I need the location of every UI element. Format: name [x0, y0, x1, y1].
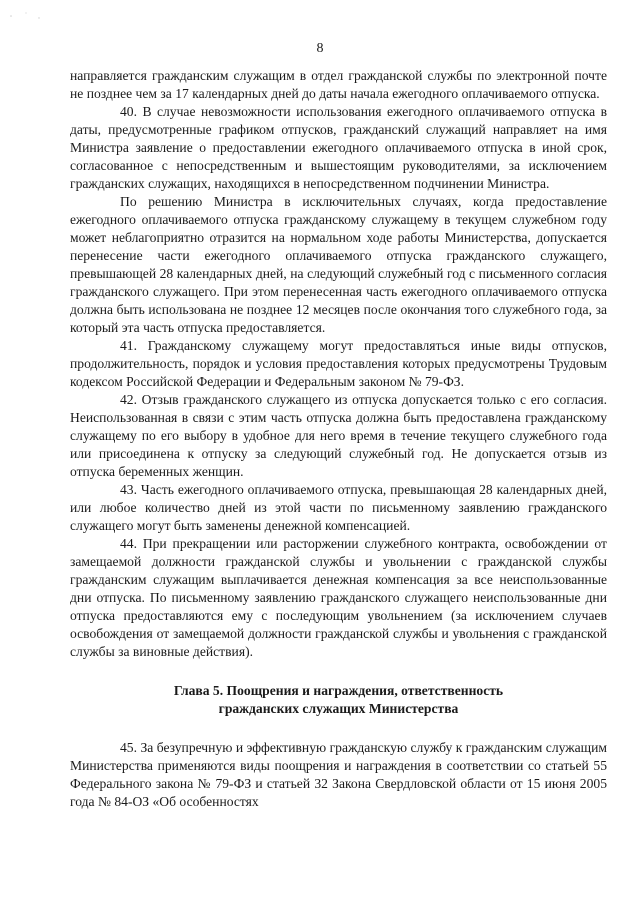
- chapter-heading-line-1: Глава 5. Поощрения и награждения, ответственность: [173, 683, 504, 698]
- document-body: [70, 67, 607, 811]
- paragraph-40-minister-decision: По решению Министра в исключительных случаях, когда предоставление ежегодного оплачиваемого отпуска гражданскому служащему в текущем служебном году может неблагоприятно отразится на нормальном ходе работы Министерства, допускается перенесение части ежегодного оплачиваемого отпуска гражданского служащего, превышающей 28 календарных дней, на следующий служебный год с письменного согласия гражданского служащего. При этом перенесенная часть ежегодного оплачиваемого отпуска должна быть использована не позднее 12 месяцев после окончания того служебного года, за который эта часть отпуска предоставляется.: [70, 194, 607, 335]
- page-number: 8: [316, 41, 324, 56]
- paragraph-45: 45. За безупречную и эффективную гражданскую службу к гражданским служащим Министерства применяются виды поощрения и награждения в соответствии со статьей 55 Федерального закона № 79-ФЗ и статьей 32 Закона Свердловской области от 15 июня 2005 года № 84-ОЗ «Об особенностях: [70, 740, 607, 809]
- paragraph-42: 42. Отзыв гражданского служащего из отпуска допускается только с его согласия. Неиспользованная в связи с этим часть отпуска должна быть предоставлена гражданскому служащему по его выбору в удобное для него время в течение текущего служебного года или присоединена к отпуску за следующий служебный год. Не допускается отзыв из отпуска беременных женщин.: [70, 392, 607, 479]
- paragraph-40: 40. В случае невозможности использования ежегодного оплачиваемого отпуска в даты, предусмотренные графиком отпусков, гражданский служащий направляет на имя Министра заявление о предоставлении ежегодного оплачиваемого отпуска в иной срок, согласованное с непосредственным и вышестоящим руководителями, за исключением гражданских служащих, находящихся в непосредственном подчинении Министра.: [70, 104, 607, 191]
- chapter-heading-line-2: гражданских служащих Министерства: [218, 701, 459, 716]
- paragraph-continuation: направляется гражданским служащим в отдел гражданской службы по электронной почте не позднее чем за 17 календарных дней до даты начала ежегодного оплачиваемого отпуска.: [70, 68, 607, 101]
- paragraph-44: 44. При прекращении или расторжении служебного контракта, освобождении от замещаемой должности гражданской службы и увольнении с гражданской службы гражданским служащим выплачивается денежная компенсация за все неиспользованные дни отпуска. По письменному заявлению гражданского служащего неиспользованные дни отпуска предоставляются ему с последующим увольнением (за исключением случаев освобождения от замещаемой должности гражданской службы и увольнения с гражданской службы за виновные действия).: [70, 536, 607, 659]
- paragraph-43: 43. Часть ежегодного оплачиваемого отпуска, превышающая 28 календарных дней, или любое количество дней из этой части по письменному заявлению гражданского служащего могут быть заменены денежной компенсацией.: [70, 482, 607, 533]
- paragraph-41: 41. Гражданскому служащему могут предоставляться иные виды отпусков, продолжительность, порядок и условия предоставления которых предусмотрены Трудовым кодексом Российской Федерации и Федеральным законом № 79-ФЗ.: [70, 338, 607, 389]
- chapter-heading: [70, 682, 607, 718]
- paragraphs-after-chapter: [70, 739, 607, 811]
- paragraphs-before-chapter: [70, 67, 607, 661]
- scan-artifact-marks: [8, 10, 48, 22]
